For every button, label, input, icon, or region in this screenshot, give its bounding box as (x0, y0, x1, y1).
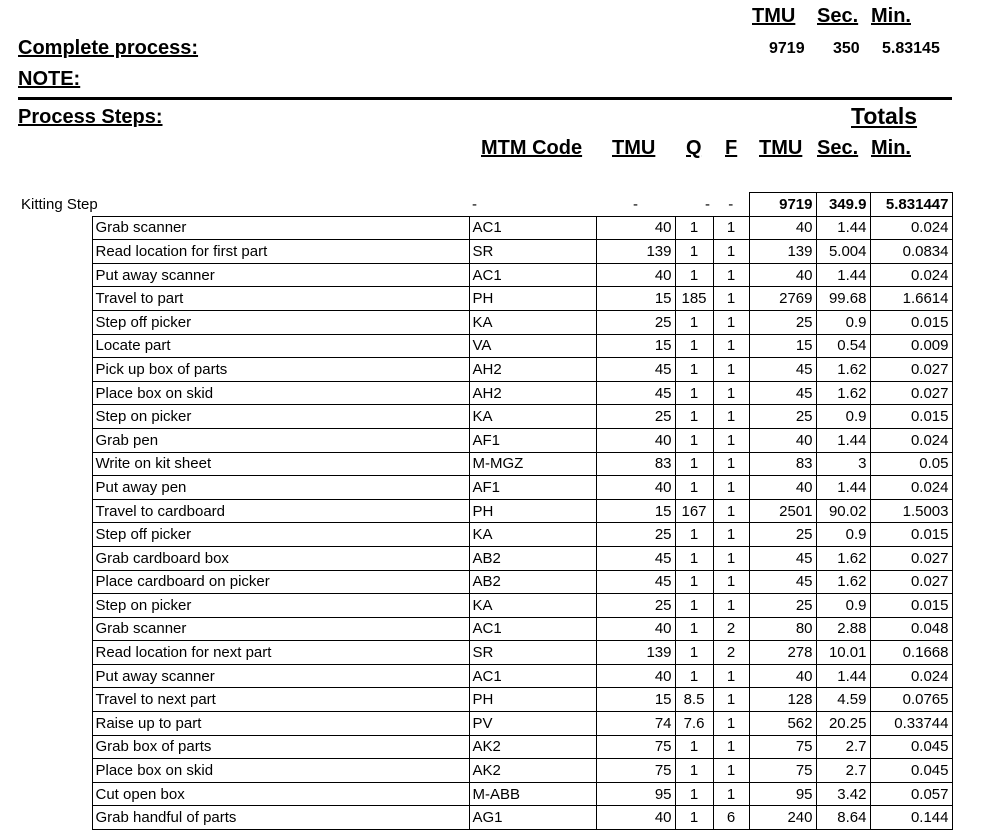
step-tmu: 40 (596, 806, 675, 830)
process-step-row (18, 806, 952, 830)
process-step-row (18, 405, 952, 429)
step-mtm-code: AB2 (469, 570, 596, 594)
step-name: Grab scanner (92, 216, 469, 240)
step-total-tmu: 15 (749, 334, 816, 358)
step-sec: 2.88 (816, 617, 870, 641)
step-sec: 1.62 (816, 381, 870, 405)
step-min: 0.024 (870, 428, 952, 452)
step-q: 1 (675, 570, 713, 594)
step-min: 0.027 (870, 570, 952, 594)
step-min: 0.024 (870, 476, 952, 500)
row-indent (18, 641, 92, 665)
kitting-step-q: - (705, 195, 710, 213)
step-min: 0.057 (870, 782, 952, 806)
step-mtm-code: PH (469, 287, 596, 311)
step-tmu: 95 (596, 782, 675, 806)
step-total-tmu: 139 (749, 240, 816, 264)
step-min: 0.015 (870, 523, 952, 547)
step-q: 1 (675, 759, 713, 783)
step-total-tmu: 25 (749, 594, 816, 618)
step-name: Grab pen (92, 428, 469, 452)
step-sec: 8.64 (816, 806, 870, 830)
step-f: 1 (713, 499, 749, 523)
process-step-row (18, 735, 952, 759)
process-step-row (18, 499, 952, 523)
step-min: 0.024 (870, 664, 952, 688)
step-min: 0.027 (870, 381, 952, 405)
step-total-tmu: 40 (749, 216, 816, 240)
step-mtm-code: AH2 (469, 358, 596, 382)
process-step-row (18, 617, 952, 641)
step-sec: 99.68 (816, 287, 870, 311)
summary-sec-value: 350 (833, 40, 860, 57)
step-name: Step on picker (92, 594, 469, 618)
col-header-tmu: TMU (612, 137, 656, 159)
row-indent (18, 428, 92, 452)
step-total-tmu: 25 (749, 405, 816, 429)
process-step-row (18, 546, 952, 570)
process-step-row (18, 310, 952, 334)
row-indent (18, 523, 92, 547)
process-step-row (18, 688, 952, 712)
step-tmu: 25 (596, 523, 675, 547)
step-tmu: 40 (596, 428, 675, 452)
step-total-tmu: 83 (749, 452, 816, 476)
step-sec: 0.9 (816, 310, 870, 334)
step-f: 1 (713, 546, 749, 570)
step-q: 1 (675, 641, 713, 665)
step-total-tmu: 75 (749, 735, 816, 759)
step-min: 0.027 (870, 358, 952, 382)
col-header-total-tmu: TMU (759, 137, 803, 159)
step-q: 1 (675, 664, 713, 688)
row-indent (18, 405, 92, 429)
step-name: Place box on skid (92, 381, 469, 405)
process-step-row (18, 782, 952, 806)
step-min: 0.027 (870, 546, 952, 570)
step-mtm-code: PH (469, 499, 596, 523)
step-name: Step on picker (92, 405, 469, 429)
step-min: 0.0834 (870, 240, 952, 264)
row-indent (18, 735, 92, 759)
step-tmu: 40 (596, 216, 675, 240)
step-q: 1 (675, 476, 713, 500)
step-name: Step off picker (92, 523, 469, 547)
process-step-row (18, 759, 952, 783)
row-indent (18, 381, 92, 405)
step-tmu: 15 (596, 334, 675, 358)
step-tmu: 83 (596, 452, 675, 476)
row-indent (18, 688, 92, 712)
step-f: 1 (713, 664, 749, 688)
step-f: 1 (713, 688, 749, 712)
step-name: Put away pen (92, 476, 469, 500)
step-total-tmu: 2769 (749, 287, 816, 311)
process-step-row (18, 240, 952, 264)
step-tmu: 15 (596, 499, 675, 523)
step-f: 1 (713, 334, 749, 358)
step-total-tmu: 40 (749, 664, 816, 688)
step-name: Step off picker (92, 310, 469, 334)
step-sec: 1.62 (816, 546, 870, 570)
step-min: 1.6614 (870, 287, 952, 311)
step-mtm-code: AH2 (469, 381, 596, 405)
process-step-row (18, 287, 952, 311)
step-sec: 5.004 (816, 240, 870, 264)
step-f: 1 (713, 428, 749, 452)
row-indent (18, 240, 92, 264)
step-name: Read location for next part (92, 641, 469, 665)
step-name: Grab handful of parts (92, 806, 469, 830)
step-min: 0.045 (870, 759, 952, 783)
row-indent (18, 287, 92, 311)
step-total-tmu: 45 (749, 358, 816, 382)
step-name: Cut open box (92, 782, 469, 806)
step-f: 1 (713, 735, 749, 759)
step-name: Grab cardboard box (92, 546, 469, 570)
step-sec: 2.7 (816, 735, 870, 759)
summary-header-min: Min. (871, 5, 911, 27)
step-min: 0.33744 (870, 712, 952, 736)
step-tmu: 25 (596, 405, 675, 429)
step-name: Grab box of parts (92, 735, 469, 759)
process-step-row (18, 523, 952, 547)
step-min: 0.024 (870, 263, 952, 287)
step-f: 2 (713, 617, 749, 641)
step-name: Travel to next part (92, 688, 469, 712)
step-sec: 10.01 (816, 641, 870, 665)
step-min: 0.015 (870, 405, 952, 429)
step-mtm-code: AB2 (469, 546, 596, 570)
step-name: Place box on skid (92, 759, 469, 783)
process-step-row (18, 428, 952, 452)
step-min: 0.1668 (870, 641, 952, 665)
step-mtm-code: SR (469, 641, 596, 665)
summary-min-value: 5.83145 (882, 40, 940, 57)
step-mtm-code: M-MGZ (469, 452, 596, 476)
step-tmu: 139 (596, 240, 675, 264)
step-min: 0.05 (870, 452, 952, 476)
step-mtm-code: M-ABB (469, 782, 596, 806)
step-sec: 1.62 (816, 570, 870, 594)
step-q: 1 (675, 216, 713, 240)
step-q: 1 (675, 334, 713, 358)
step-sec: 4.59 (816, 688, 870, 712)
row-indent (18, 712, 92, 736)
step-sec: 0.54 (816, 334, 870, 358)
step-sec: 0.9 (816, 523, 870, 547)
row-indent (18, 310, 92, 334)
step-sec: 2.7 (816, 759, 870, 783)
kitting-step-sec: 349.9 (816, 193, 870, 217)
step-f: 1 (713, 594, 749, 618)
step-mtm-code: PV (469, 712, 596, 736)
step-mtm-code: KA (469, 405, 596, 429)
step-total-tmu: 240 (749, 806, 816, 830)
summary-header-sec: Sec. (817, 5, 859, 27)
step-name: Write on kit sheet (92, 452, 469, 476)
step-mtm-code: AC1 (469, 263, 596, 287)
step-q: 1 (675, 263, 713, 287)
step-f: 1 (713, 476, 749, 500)
step-name: Raise up to part (92, 712, 469, 736)
step-tmu: 45 (596, 381, 675, 405)
step-tmu: 40 (596, 263, 675, 287)
step-mtm-code: VA (469, 334, 596, 358)
step-name: Place cardboard on picker (92, 570, 469, 594)
row-indent (18, 216, 92, 240)
step-tmu: 25 (596, 310, 675, 334)
step-mtm-code: AK2 (469, 735, 596, 759)
row-indent (18, 782, 92, 806)
step-min: 1.5003 (870, 499, 952, 523)
step-mtm-code: SR (469, 240, 596, 264)
step-min: 0.015 (870, 594, 952, 618)
row-indent (18, 499, 92, 523)
step-mtm-code: AC1 (469, 664, 596, 688)
step-name: Locate part (92, 334, 469, 358)
step-f: 1 (713, 405, 749, 429)
step-tmu: 45 (596, 358, 675, 382)
step-total-tmu: 25 (749, 523, 816, 547)
step-total-tmu: 75 (749, 759, 816, 783)
step-total-tmu: 95 (749, 782, 816, 806)
process-step-row (18, 641, 952, 665)
step-sec: 0.9 (816, 405, 870, 429)
step-f: 1 (713, 358, 749, 382)
step-total-tmu: 80 (749, 617, 816, 641)
kitting-step-code: - (472, 195, 477, 213)
step-min: 0.144 (870, 806, 952, 830)
col-header-f: F (725, 137, 738, 159)
step-sec: 3 (816, 452, 870, 476)
row-indent (18, 263, 92, 287)
step-mtm-code: AF1 (469, 476, 596, 500)
step-sec: 0.9 (816, 594, 870, 618)
step-name: Grab scanner (92, 617, 469, 641)
step-name: Put away scanner (92, 664, 469, 688)
step-total-tmu: 45 (749, 381, 816, 405)
step-q: 1 (675, 358, 713, 382)
step-mtm-code: AC1 (469, 617, 596, 641)
process-step-row (18, 452, 952, 476)
step-min: 0.045 (870, 735, 952, 759)
step-min: 0.024 (870, 216, 952, 240)
step-sec: 1.44 (816, 428, 870, 452)
step-total-tmu: 40 (749, 263, 816, 287)
step-q: 1 (675, 546, 713, 570)
step-f: 1 (713, 782, 749, 806)
step-name: Read location for first part (92, 240, 469, 264)
step-q: 1 (675, 523, 713, 547)
row-indent (18, 334, 92, 358)
step-q: 167 (675, 499, 713, 523)
step-tmu: 15 (596, 688, 675, 712)
step-total-tmu: 2501 (749, 499, 816, 523)
step-sec: 20.25 (816, 712, 870, 736)
step-f: 1 (713, 287, 749, 311)
step-sec: 1.44 (816, 664, 870, 688)
step-name: Travel to part (92, 287, 469, 311)
step-f: 1 (713, 570, 749, 594)
kitting-step-f: - (728, 195, 734, 213)
step-tmu: 139 (596, 641, 675, 665)
step-total-tmu: 40 (749, 476, 816, 500)
step-total-tmu: 25 (749, 310, 816, 334)
step-f: 1 (713, 712, 749, 736)
kitting-step-tmu: - (633, 195, 638, 213)
step-mtm-code: AK2 (469, 759, 596, 783)
step-tmu: 40 (596, 664, 675, 688)
totals-label: Totals (851, 103, 918, 129)
step-f: 1 (713, 216, 749, 240)
step-min: 0.048 (870, 617, 952, 641)
col-header-sec: Sec. (817, 137, 859, 159)
row-indent (18, 617, 92, 641)
step-mtm-code: PH (469, 688, 596, 712)
step-tmu: 75 (596, 735, 675, 759)
col-header-min: Min. (871, 137, 911, 159)
step-tmu: 25 (596, 594, 675, 618)
row-indent (18, 546, 92, 570)
step-min: 0.0765 (870, 688, 952, 712)
summary-tmu-value: 9719 (769, 40, 805, 57)
process-step-row (18, 263, 952, 287)
step-q: 1 (675, 405, 713, 429)
note-label: NOTE: (18, 68, 81, 90)
process-step-row (18, 334, 952, 358)
row-indent (18, 452, 92, 476)
step-total-tmu: 128 (749, 688, 816, 712)
step-q: 1 (675, 240, 713, 264)
step-tmu: 74 (596, 712, 675, 736)
step-q: 1 (675, 617, 713, 641)
step-total-tmu: 278 (749, 641, 816, 665)
step-f: 2 (713, 641, 749, 665)
step-mtm-code: AC1 (469, 216, 596, 240)
step-f: 1 (713, 381, 749, 405)
kitting-step-min: 5.831447 (870, 193, 952, 217)
process-step-row (18, 570, 952, 594)
step-name: Pick up box of parts (92, 358, 469, 382)
process-steps-table (18, 192, 953, 830)
step-q: 1 (675, 452, 713, 476)
step-f: 6 (713, 806, 749, 830)
step-tmu: 40 (596, 617, 675, 641)
step-q: 1 (675, 735, 713, 759)
step-f: 1 (713, 452, 749, 476)
step-q: 1 (675, 594, 713, 618)
step-q: 1 (675, 782, 713, 806)
step-sec: 1.62 (816, 358, 870, 382)
process-steps-label: Process Steps: (18, 106, 163, 128)
process-step-row (18, 594, 952, 618)
row-indent (18, 594, 92, 618)
row-indent (18, 570, 92, 594)
process-step-row (18, 358, 952, 382)
kitting-step-total-tmu: 9719 (749, 193, 816, 217)
step-tmu: 15 (596, 287, 675, 311)
step-mtm-code: AF1 (469, 428, 596, 452)
process-step-row (18, 381, 952, 405)
step-sec: 90.02 (816, 499, 870, 523)
step-total-tmu: 562 (749, 712, 816, 736)
step-f: 1 (713, 523, 749, 547)
step-tmu: 45 (596, 546, 675, 570)
col-header-mtm-code: MTM Code (481, 137, 583, 159)
row-indent (18, 476, 92, 500)
kitting-step-name: Kitting Step (21, 195, 98, 213)
step-name: Put away scanner (92, 263, 469, 287)
row-indent (18, 806, 92, 830)
process-step-row (18, 216, 952, 240)
step-q: 8.5 (675, 688, 713, 712)
step-q: 1 (675, 806, 713, 830)
steps-body (18, 193, 952, 830)
step-total-tmu: 40 (749, 428, 816, 452)
step-tmu: 45 (596, 570, 675, 594)
step-f: 1 (713, 310, 749, 334)
step-tmu: 40 (596, 476, 675, 500)
step-f: 1 (713, 240, 749, 264)
step-q: 1 (675, 428, 713, 452)
process-step-row (18, 476, 952, 500)
step-mtm-code: KA (469, 523, 596, 547)
step-q: 1 (675, 310, 713, 334)
row-indent (18, 358, 92, 382)
step-total-tmu: 45 (749, 570, 816, 594)
process-step-row (18, 712, 952, 736)
step-q: 7.6 (675, 712, 713, 736)
summary-header-tmu: TMU (752, 5, 796, 27)
step-name: Travel to cardboard (92, 499, 469, 523)
step-tmu: 75 (596, 759, 675, 783)
step-min: 0.009 (870, 334, 952, 358)
step-sec: 1.44 (816, 476, 870, 500)
step-mtm-code: AG1 (469, 806, 596, 830)
step-q: 1 (675, 381, 713, 405)
step-q: 185 (675, 287, 713, 311)
step-sec: 3.42 (816, 782, 870, 806)
step-f: 1 (713, 263, 749, 287)
section-divider (18, 97, 952, 100)
step-sec: 1.44 (816, 263, 870, 287)
row-indent (18, 759, 92, 783)
process-step-row (18, 664, 952, 688)
complete-process-label: Complete process: (18, 37, 199, 59)
step-mtm-code: KA (469, 594, 596, 618)
row-indent (18, 664, 92, 688)
step-f: 1 (713, 759, 749, 783)
col-header-q: Q (686, 137, 702, 159)
step-total-tmu: 45 (749, 546, 816, 570)
step-mtm-code: KA (469, 310, 596, 334)
step-min: 0.015 (870, 310, 952, 334)
kitting-step-row (18, 193, 952, 217)
step-sec: 1.44 (816, 216, 870, 240)
